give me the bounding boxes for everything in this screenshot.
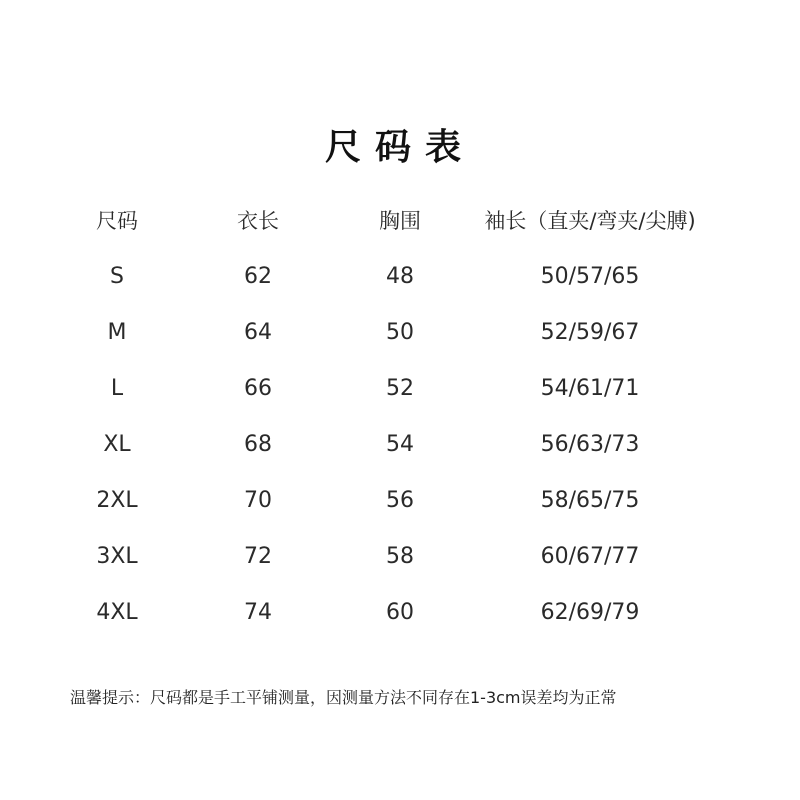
table-row	[0, 305, 800, 361]
sleeve-cell: 56/63/73	[540, 432, 640, 457]
table-row	[0, 585, 800, 641]
column-header-sleeve: 袖长（直夹/弯夹/尖膊)	[484, 209, 696, 233]
length-cell: 70	[244, 488, 272, 513]
table-row	[0, 417, 800, 473]
table-row	[0, 529, 800, 585]
sleeve-cell: 50/57/65	[540, 264, 640, 289]
size-cell: 2XL	[96, 488, 138, 513]
chest-cell: 56	[386, 488, 414, 513]
table-row	[0, 361, 800, 417]
length-cell: 72	[244, 544, 272, 569]
chest-cell: 60	[386, 600, 414, 625]
table-row	[0, 249, 800, 305]
size-cell: 4XL	[96, 600, 138, 625]
length-cell: 68	[244, 432, 272, 457]
size-cell: L	[110, 376, 124, 401]
sleeve-cell: 60/67/77	[540, 544, 640, 569]
table-header-row	[0, 193, 800, 249]
size-cell: M	[107, 320, 127, 345]
chest-cell: 52	[386, 376, 414, 401]
chest-cell: 54	[386, 432, 414, 457]
chest-cell: 58	[386, 544, 414, 569]
column-header-length: 衣长	[237, 209, 279, 233]
sleeve-cell: 62/69/79	[540, 600, 640, 625]
length-cell: 62	[244, 264, 272, 289]
size-chart-table	[0, 193, 800, 641]
chest-cell: 50	[386, 320, 414, 345]
size-cell: 3XL	[96, 544, 138, 569]
size-cell: XL	[103, 432, 131, 457]
sleeve-cell: 52/59/67	[540, 320, 640, 345]
column-header-chest: 胸围	[379, 209, 421, 233]
sleeve-cell: 58/65/75	[540, 488, 640, 513]
column-header-size: 尺码	[96, 209, 138, 233]
length-cell: 66	[244, 376, 272, 401]
length-cell: 64	[244, 320, 272, 345]
sleeve-cell: 54/61/71	[540, 376, 640, 401]
chest-cell: 48	[386, 264, 414, 289]
measurement-note: 温馨提示：尺码都是手工平铺测量，因测量方法不同存在1-3cm误差均为正常	[70, 688, 617, 707]
page-title: 尺码表	[324, 127, 475, 168]
length-cell: 74	[244, 600, 272, 625]
size-cell: S	[110, 264, 124, 289]
table-row	[0, 473, 800, 529]
